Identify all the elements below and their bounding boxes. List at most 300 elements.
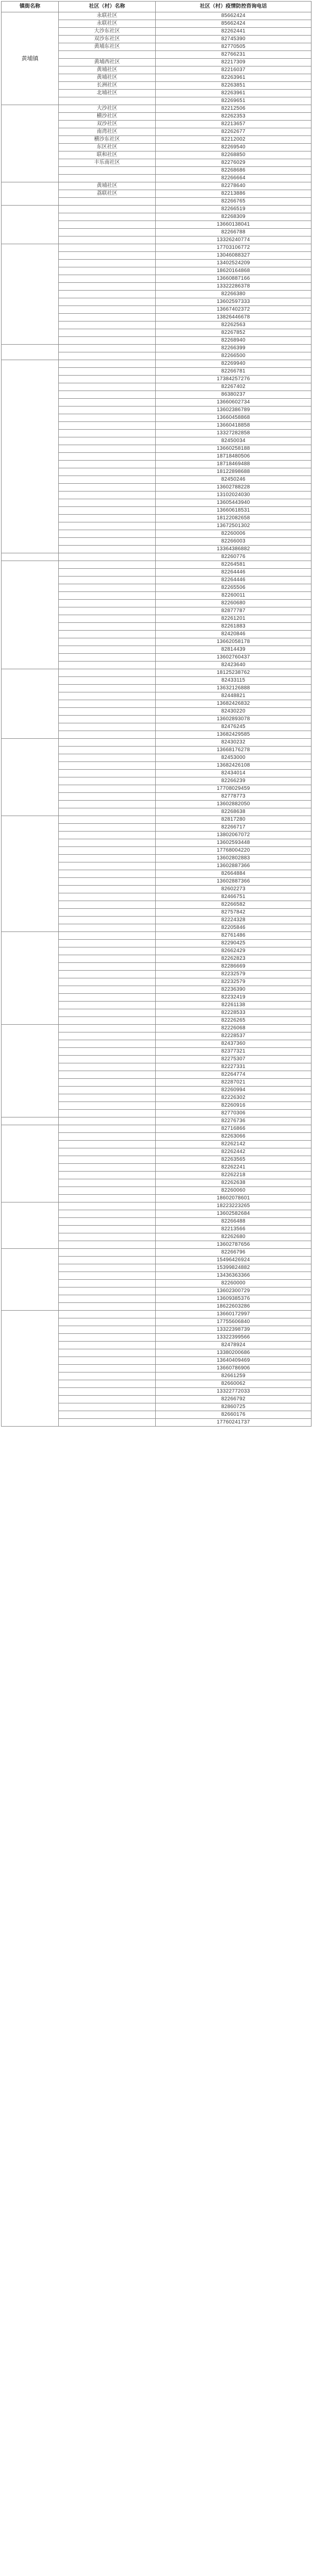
community-name-cell (59, 1287, 156, 1295)
community-name-cell (59, 437, 156, 445)
phone-number-cell: 13802067072 (156, 832, 311, 839)
community-name-cell: 永联社区 (59, 20, 156, 28)
phone-number-cell: 13602887366 (156, 862, 311, 870)
phone-number-cell: 82262142 (156, 1141, 311, 1148)
community-name-cell: 南湾社区 (59, 128, 156, 136)
community-name-cell (59, 321, 156, 329)
community-name-cell (59, 1133, 156, 1141)
community-name-cell (59, 955, 156, 963)
phone-number-cell: 82278640 (156, 182, 311, 190)
phone-number-cell: 82260000 (156, 1280, 311, 1287)
phone-number-cell: 13602582684 (156, 1210, 311, 1218)
phone-number-cell: 13660418858 (156, 422, 311, 430)
phone-number-cell: 82266717 (156, 824, 311, 832)
phone-number-cell: 82232579 (156, 978, 311, 986)
community-name-cell (59, 476, 156, 484)
phone-number-cell: 82262677 (156, 128, 311, 136)
town-name-cell (2, 816, 59, 932)
phone-number-cell: 82260776 (156, 553, 311, 561)
community-name-cell (59, 244, 156, 252)
phone-number-cell: 82770306 (156, 1110, 311, 1117)
phone-number-cell: 82212002 (156, 136, 311, 144)
phone-number-cell: 13046088327 (156, 252, 311, 260)
town-name-cell (2, 244, 59, 345)
phone-number-cell: 13660172997 (156, 1311, 311, 1318)
phone-number-cell: 82232579 (156, 971, 311, 978)
town-name-cell (2, 360, 59, 553)
phone-number-cell: 13322286378 (156, 283, 311, 291)
community-name-cell: 大沙社区 (59, 105, 156, 113)
community-name-cell (59, 167, 156, 175)
phone-number-cell: 82266792 (156, 1396, 311, 1403)
table-row (2, 932, 311, 940)
header-town: 镇街名称 (2, 2, 59, 12)
community-name-cell (59, 376, 156, 383)
community-name-cell (59, 793, 156, 801)
community-name-cell (59, 453, 156, 461)
phone-number-cell: 13660887166 (156, 275, 311, 283)
community-name-cell (59, 731, 156, 739)
phone-number-cell: 13660618531 (156, 507, 311, 515)
community-name-cell (59, 1272, 156, 1280)
phone-number-cell: 82877787 (156, 607, 311, 615)
community-name-cell (59, 530, 156, 538)
phone-number-cell: 82266796 (156, 1249, 311, 1257)
phone-number-cell: 13660138041 (156, 221, 311, 229)
community-name-cell: 东区社区 (59, 144, 156, 151)
community-name-cell: 黄埔西社区 (59, 59, 156, 66)
phone-number-cell: 82286669 (156, 963, 311, 971)
community-name-cell: 黄埔社区 (59, 182, 156, 190)
phone-number-cell: 82290425 (156, 940, 311, 947)
community-name-cell (59, 832, 156, 839)
phone-number-cell: 82770505 (156, 43, 311, 51)
community-name-cell (59, 638, 156, 646)
community-name-cell (59, 870, 156, 878)
community-name-cell: 荔联社区 (59, 190, 156, 198)
town-name-cell (2, 1311, 59, 1427)
community-name-cell (59, 1218, 156, 1226)
phone-number-cell: 82213657 (156, 121, 311, 128)
community-name-cell: 黄埔社区 (59, 74, 156, 82)
community-name-cell: 黄埔社区 (59, 66, 156, 74)
community-name-cell (59, 723, 156, 731)
phone-number-cell: 82766231 (156, 51, 311, 59)
community-name-cell (59, 538, 156, 546)
phone-number-cell: 82266788 (156, 229, 311, 236)
phone-number-cell: 82266664 (156, 175, 311, 182)
phone-number-cell: 82716866 (156, 1125, 311, 1133)
phone-number-cell: 13364386882 (156, 546, 311, 553)
phone-number-cell: 82660176 (156, 1411, 311, 1419)
phone-number-cell: 13602760437 (156, 654, 311, 662)
phone-number-cell: 82213886 (156, 190, 311, 198)
community-name-cell (59, 430, 156, 437)
community-name-cell (59, 1040, 156, 1048)
community-name-cell (59, 808, 156, 816)
community-name-cell (59, 298, 156, 306)
community-name-cell: 双沙东社区 (59, 36, 156, 43)
community-name-cell (59, 1156, 156, 1164)
community-name-cell (59, 1187, 156, 1195)
phone-number-cell: 82261201 (156, 615, 311, 623)
community-name-cell (59, 762, 156, 770)
community-name-cell (59, 770, 156, 777)
community-name-cell (59, 306, 156, 314)
phone-number-cell: 82228537 (156, 1032, 311, 1040)
community-name-cell (59, 51, 156, 59)
phone-number-cell: 82662429 (156, 947, 311, 955)
community-name-cell (59, 947, 156, 955)
header-row (2, 2, 311, 12)
community-name-cell: 联和社区 (59, 151, 156, 159)
phone-number-cell: 82228533 (156, 1009, 311, 1017)
community-name-cell (59, 461, 156, 468)
phone-number-cell: 82430220 (156, 708, 311, 716)
phone-number-cell: 82817280 (156, 816, 311, 824)
community-name-cell: 大沙东社区 (59, 28, 156, 36)
community-name-cell (59, 1388, 156, 1396)
phone-number-cell: 18718480506 (156, 453, 311, 461)
contact-sheet (1, 1, 311, 1427)
table-body (2, 12, 311, 1427)
phone-number-cell: 82466751 (156, 893, 311, 901)
phone-number-cell: 82263851 (156, 82, 311, 90)
community-name-cell (59, 1117, 156, 1125)
phone-number-cell: 85662424 (156, 20, 311, 28)
community-name-cell (59, 878, 156, 886)
town-name-cell (2, 669, 59, 739)
phone-number-cell: 82269651 (156, 97, 311, 105)
phone-number-cell: 82268850 (156, 151, 311, 159)
community-name-cell (59, 662, 156, 669)
town-name-cell (2, 1202, 59, 1249)
table-row (2, 1025, 311, 1032)
town-name-cell (2, 345, 59, 360)
community-name-cell (59, 700, 156, 708)
phone-number-cell: 13326240774 (156, 236, 311, 244)
phone-number-cell: 82261883 (156, 623, 311, 631)
phone-number-cell: 82262823 (156, 955, 311, 963)
community-name-cell (59, 917, 156, 924)
community-name-cell (59, 252, 156, 260)
community-name-cell (59, 1032, 156, 1040)
phone-number-cell: 82260011 (156, 592, 311, 600)
phone-number-cell: 82266781 (156, 368, 311, 376)
community-name-cell (59, 1372, 156, 1380)
phone-number-cell: 82287021 (156, 1079, 311, 1087)
community-name-cell (59, 383, 156, 391)
community-name-cell (59, 739, 156, 747)
phone-number-cell: 18620164868 (156, 267, 311, 275)
phone-number-cell: 18125238762 (156, 669, 311, 677)
community-name-cell (59, 708, 156, 716)
town-name-cell (2, 105, 59, 182)
phone-number-cell: 13632126888 (156, 685, 311, 692)
phone-number-cell: 18122898688 (156, 468, 311, 476)
community-name-cell (59, 777, 156, 785)
phone-number-cell: 82262563 (156, 321, 311, 329)
phone-number-cell: 82266399 (156, 345, 311, 352)
table-row (2, 1117, 311, 1125)
phone-number-cell: 82268940 (156, 337, 311, 345)
phone-number-cell: 13322399566 (156, 1334, 311, 1342)
community-name-cell (59, 414, 156, 422)
phone-number-cell: 13602887366 (156, 878, 311, 886)
phone-number-cell: 82266239 (156, 777, 311, 785)
community-name-cell (59, 445, 156, 453)
phone-number-cell: 82266765 (156, 198, 311, 206)
community-name-cell (59, 1419, 156, 1427)
phone-number-cell: 82262441 (156, 28, 311, 36)
phone-number-cell: 82269940 (156, 360, 311, 368)
community-name-cell (59, 986, 156, 994)
phone-number-cell: 13609385376 (156, 1295, 311, 1303)
phone-number-cell: 13682426832 (156, 700, 311, 708)
phone-number-cell: 82745390 (156, 36, 311, 43)
phone-number-cell: 18223223265 (156, 1202, 311, 1210)
table-row (2, 360, 311, 368)
community-name-cell (59, 692, 156, 700)
phone-number-cell: 82266488 (156, 1218, 311, 1226)
phone-number-cell: 82263961 (156, 74, 311, 82)
phone-number-cell: 82260680 (156, 600, 311, 607)
community-name-cell (59, 716, 156, 723)
community-name-cell (59, 213, 156, 221)
phone-number-cell: 82430232 (156, 739, 311, 747)
community-name-cell (59, 1025, 156, 1032)
phone-number-cell: 82266003 (156, 538, 311, 546)
phone-number-cell: 13668176278 (156, 747, 311, 754)
phone-number-cell: 82437360 (156, 1040, 311, 1048)
community-name-cell (59, 1179, 156, 1187)
community-name-cell: 永联社区 (59, 12, 156, 20)
community-name-cell: 横沙社区 (59, 113, 156, 121)
phone-number-cell: 13322772033 (156, 1388, 311, 1396)
table-row (2, 1249, 311, 1257)
community-name-cell (59, 345, 156, 352)
phone-number-cell: 13436363366 (156, 1272, 311, 1280)
community-name-cell (59, 862, 156, 870)
community-name-cell (59, 1202, 156, 1210)
community-name-cell (59, 924, 156, 932)
table-row (2, 244, 311, 252)
community-name-cell (59, 1071, 156, 1079)
phone-number-cell: 18622603286 (156, 1303, 311, 1311)
phone-number-cell: 82232419 (156, 994, 311, 1002)
community-name-cell (59, 893, 156, 901)
phone-number-cell: 17760241737 (156, 1419, 311, 1427)
community-name-cell (59, 1396, 156, 1403)
phone-number-cell: 82268638 (156, 808, 311, 816)
phone-number-cell: 82267852 (156, 329, 311, 337)
phone-number-cell: 82213566 (156, 1226, 311, 1233)
community-name-cell (59, 932, 156, 940)
phone-number-cell: 15399824882 (156, 1264, 311, 1272)
phone-number-cell: 82814439 (156, 646, 311, 654)
community-name-cell (59, 329, 156, 337)
community-name-cell (59, 584, 156, 592)
phone-number-cell: 82266500 (156, 352, 311, 360)
community-name-cell (59, 1303, 156, 1311)
community-name-cell (59, 1318, 156, 1326)
community-name-cell (59, 886, 156, 893)
community-name-cell (59, 561, 156, 569)
phone-number-cell: 82260994 (156, 1087, 311, 1094)
community-name-cell (59, 368, 156, 376)
community-name-cell (59, 492, 156, 499)
community-name-cell (59, 1311, 156, 1318)
community-name-cell (59, 654, 156, 662)
community-name-cell (59, 669, 156, 677)
phone-number-cell: 13667402372 (156, 306, 311, 314)
table-row (2, 12, 311, 20)
community-name-cell (59, 406, 156, 414)
community-name-cell (59, 785, 156, 793)
phone-number-cell: 82263565 (156, 1156, 311, 1164)
phone-number-cell: 82661259 (156, 1372, 311, 1380)
phone-number-cell: 82450246 (156, 476, 311, 484)
phone-number-cell: 17768004220 (156, 847, 311, 855)
phone-number-cell: 13662058178 (156, 638, 311, 646)
community-name-cell (59, 1195, 156, 1202)
header-phone: 社区（村）疫情防控咨询电话 (156, 2, 311, 12)
phone-number-cell: 82216037 (156, 66, 311, 74)
phone-number-cell: 13602593448 (156, 839, 311, 847)
community-name-cell (59, 391, 156, 399)
community-name-cell (59, 206, 156, 213)
phone-number-cell: 82260006 (156, 530, 311, 538)
phone-number-cell: 82761486 (156, 932, 311, 940)
phone-number-cell: 17755606840 (156, 1318, 311, 1326)
table-row (2, 1125, 311, 1133)
community-name-cell (59, 569, 156, 577)
community-name-cell (59, 499, 156, 507)
table-row (2, 669, 311, 677)
phone-number-cell: 82268686 (156, 167, 311, 175)
community-name-cell (59, 97, 156, 105)
phone-number-cell: 82269540 (156, 144, 311, 151)
phone-number-cell: 82264581 (156, 561, 311, 569)
phone-number-cell: 82267402 (156, 383, 311, 391)
phone-number-cell: 82266582 (156, 901, 311, 909)
community-name-cell (59, 1257, 156, 1264)
community-name-cell (59, 1326, 156, 1334)
community-name-cell (59, 1009, 156, 1017)
community-name-cell (59, 577, 156, 584)
phone-number-cell: 82434014 (156, 770, 311, 777)
table-row (2, 816, 311, 824)
community-name-cell (59, 1411, 156, 1419)
community-name-cell (59, 1102, 156, 1110)
phone-number-cell: 13602802883 (156, 855, 311, 862)
community-name-cell: 黄埔东社区 (59, 43, 156, 51)
community-name-cell (59, 314, 156, 321)
community-name-cell (59, 337, 156, 345)
community-name-cell (59, 1295, 156, 1303)
table-row (2, 553, 311, 561)
table-row (2, 345, 311, 352)
community-name-cell (59, 839, 156, 847)
phone-number-cell: 82423640 (156, 662, 311, 669)
phone-number-cell: 13602300729 (156, 1287, 311, 1295)
phone-number-cell: 13602893078 (156, 716, 311, 723)
community-name-cell (59, 267, 156, 275)
phone-number-cell: 82778773 (156, 793, 311, 801)
community-name-cell (59, 236, 156, 244)
phone-number-cell: 82450034 (156, 437, 311, 445)
phone-number-cell: 82217309 (156, 59, 311, 66)
phone-number-cell: 17384257276 (156, 376, 311, 383)
phone-number-cell: 82433115 (156, 677, 311, 685)
community-name-cell (59, 1241, 156, 1249)
community-name-cell (59, 1210, 156, 1218)
table-row (2, 206, 311, 213)
community-name-cell (59, 901, 156, 909)
phone-number-cell: 82275307 (156, 1056, 311, 1063)
community-name-cell (59, 507, 156, 515)
community-name-cell (59, 1249, 156, 1257)
community-name-cell (59, 229, 156, 236)
community-name-cell (59, 816, 156, 824)
community-name-cell (59, 855, 156, 862)
phone-number-cell: 13660786906 (156, 1365, 311, 1372)
phone-number-cell: 13602787656 (156, 1241, 311, 1249)
community-name-cell (59, 515, 156, 522)
community-name-cell (59, 909, 156, 917)
phone-number-cell: 82226068 (156, 1025, 311, 1032)
town-name-cell (2, 1125, 59, 1202)
table-row (2, 1311, 311, 1318)
phone-number-cell: 13602597333 (156, 298, 311, 306)
table-row (2, 1202, 311, 1210)
community-name-cell (59, 1148, 156, 1156)
community-name-cell (59, 1280, 156, 1287)
community-name-cell (59, 971, 156, 978)
contact-table (1, 1, 311, 1427)
phone-number-cell: 85662424 (156, 12, 311, 20)
community-name-cell (59, 940, 156, 947)
community-name-cell (59, 824, 156, 832)
town-name-cell (2, 206, 59, 244)
phone-number-cell: 17708029459 (156, 785, 311, 793)
community-name-cell (59, 1264, 156, 1272)
community-name-cell (59, 1087, 156, 1094)
community-name-cell (59, 422, 156, 430)
phone-number-cell: 82224328 (156, 917, 311, 924)
community-name-cell: 丰乐南社区 (59, 159, 156, 167)
community-name-cell (59, 615, 156, 623)
phone-number-cell: 82265506 (156, 584, 311, 592)
community-name-cell: 长洲社区 (59, 82, 156, 90)
community-name-cell (59, 1110, 156, 1117)
phone-number-cell: 82264446 (156, 569, 311, 577)
phone-number-cell: 82236390 (156, 986, 311, 994)
community-name-cell (59, 963, 156, 971)
phone-number-cell: 82263066 (156, 1133, 311, 1141)
phone-number-cell: 82262680 (156, 1233, 311, 1241)
community-name-cell (59, 1094, 156, 1102)
phone-number-cell: 82226302 (156, 1094, 311, 1102)
phone-number-cell: 13660602734 (156, 399, 311, 406)
community-name-cell (59, 685, 156, 692)
phone-number-cell: 13102024030 (156, 492, 311, 499)
community-name-cell (59, 484, 156, 492)
phone-number-cell: 82660062 (156, 1380, 311, 1388)
phone-number-cell: 82263961 (156, 90, 311, 97)
community-name-cell (59, 275, 156, 283)
phone-number-cell: 82476245 (156, 723, 311, 731)
